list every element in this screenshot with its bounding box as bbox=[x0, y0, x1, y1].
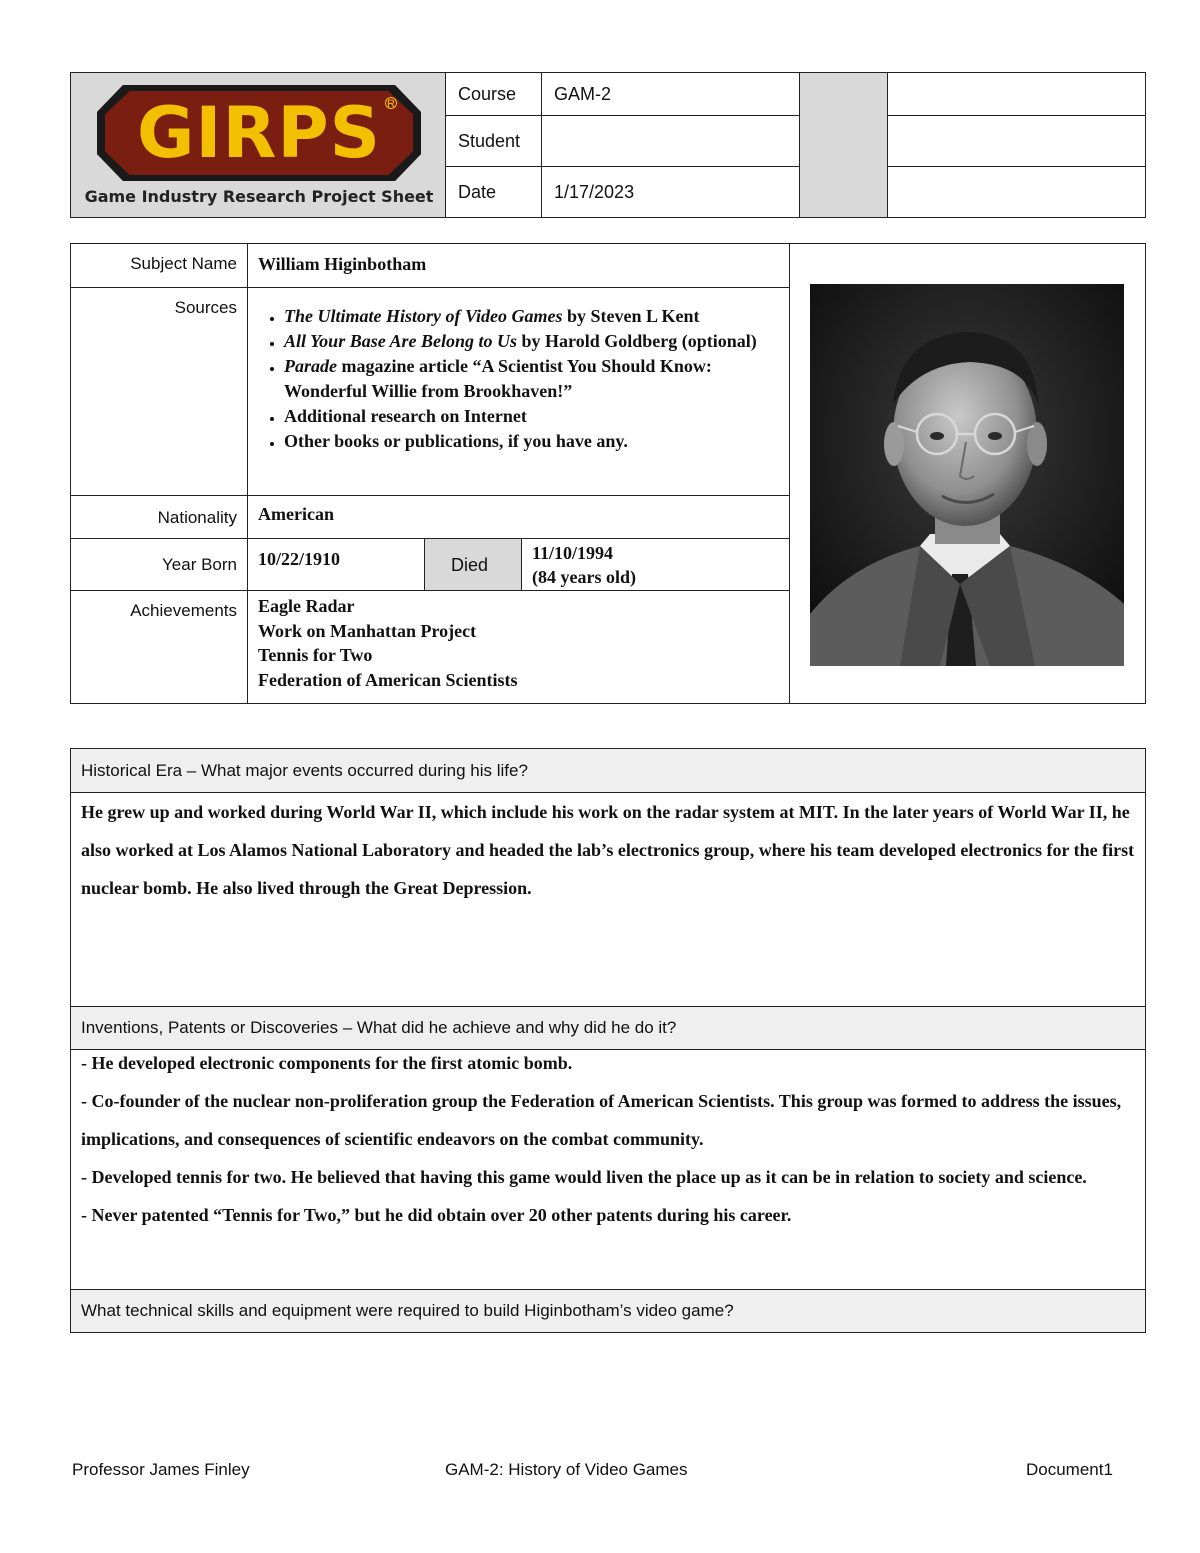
subject-name-label: Subject Name bbox=[70, 243, 248, 288]
invention-line: - Never patented “Tennis for Two,” but he did obtain over 20 other patents during his career. bbox=[81, 1205, 792, 1225]
died-label: Died bbox=[424, 538, 522, 591]
date-label: Date bbox=[445, 166, 542, 218]
died-field[interactable] bbox=[521, 538, 790, 591]
nationality-field[interactable]: American bbox=[247, 495, 790, 539]
historical-era-heading: Historical Era – What major events occurred during his life? bbox=[70, 748, 1146, 793]
invention-line: - Co-founder of the nuclear non-proliferation group the Federation of American Scientists. This group was formed to address the issues, implications, and consequences of scientific endeavors on the combat community. bbox=[81, 1091, 1122, 1149]
subject-name-field[interactable]: William Higinbotham bbox=[247, 243, 790, 288]
nationality-label: Nationality bbox=[70, 495, 248, 539]
died-date: 11/10/1994 bbox=[532, 543, 614, 563]
achievement-item: Tennis for Two bbox=[258, 645, 373, 665]
footer-course: GAM-2: History of Video Games bbox=[445, 1460, 688, 1479]
student-label: Student bbox=[445, 115, 542, 167]
source-item: • Other books or publications, if you have any. bbox=[284, 429, 789, 454]
source-item: • Parade magazine article “A Scientist You Should Know: Wonderful Willie from Brookhaven!” bbox=[284, 354, 789, 404]
source-item: • The Ultimate History of Video Games by Steven L Kent bbox=[284, 304, 789, 329]
died-age: (84 years old) bbox=[532, 567, 636, 587]
registered-mark: R bbox=[385, 97, 397, 109]
source-item: • Additional research on Internet bbox=[284, 404, 789, 429]
sources-field bbox=[247, 287, 790, 496]
achievement-item: Federation of American Scientists bbox=[258, 669, 518, 690]
inventions-heading: Inventions, Patents or Discoveries – What did he achieve and why did he do it? bbox=[70, 1006, 1146, 1050]
achievement-item: Eagle Radar bbox=[258, 596, 355, 616]
invention-line: - Developed tennis for two. He believed that having this game would liven the place up as it can be in relation to society and science. bbox=[81, 1167, 1087, 1187]
photo-cell bbox=[789, 243, 1146, 704]
grade-field-1[interactable] bbox=[887, 72, 1146, 116]
achievements-label: Achievements bbox=[70, 590, 248, 704]
logo-text: GIRPS bbox=[136, 92, 382, 174]
footer-professor: Professor James Finley bbox=[72, 1460, 250, 1479]
footer-document: Document1 bbox=[1026, 1460, 1113, 1479]
historical-era-answer[interactable]: He grew up and worked during World War II, which include his work on the radar system at MIT. In the later years of World War II, he also worked at Los Alamos National Laboratory and headed the lab’s electronics group, where his team developed electronics for the first nuclear bomb. He also lived through the Great Depression. bbox=[70, 792, 1146, 1007]
girps-logo-panel bbox=[70, 72, 446, 218]
course-field[interactable]: GAM-2 bbox=[541, 72, 800, 116]
logo-subtitle: Game Industry Research Project Sheet bbox=[84, 187, 434, 206]
sources-list bbox=[258, 304, 789, 454]
achievements-field[interactable] bbox=[247, 590, 790, 704]
grade-label-cell bbox=[799, 72, 888, 218]
sources-label: Sources bbox=[70, 287, 248, 496]
year-born-field[interactable]: 10/22/1910 bbox=[247, 538, 425, 591]
invention-line: - He developed electronic components for the first atomic bomb. bbox=[81, 1053, 573, 1073]
technical-skills-heading: What technical skills and equipment were required to build Higinbotham’s video game? bbox=[70, 1289, 1146, 1333]
achievement-item: Work on Manhattan Project bbox=[258, 620, 477, 641]
date-field[interactable]: 1/17/2023 bbox=[541, 166, 800, 218]
grade-field-2[interactable] bbox=[887, 115, 1146, 167]
grade-field-3[interactable] bbox=[887, 166, 1146, 218]
source-item: • All Your Base Are Belong to Us by Harold Goldberg (optional) bbox=[284, 329, 789, 354]
year-born-label: Year Born bbox=[70, 538, 248, 591]
student-field[interactable] bbox=[541, 115, 800, 167]
inventions-answer[interactable] bbox=[70, 1049, 1146, 1290]
course-label: Course bbox=[445, 72, 542, 116]
portrait-photo bbox=[810, 284, 1124, 666]
